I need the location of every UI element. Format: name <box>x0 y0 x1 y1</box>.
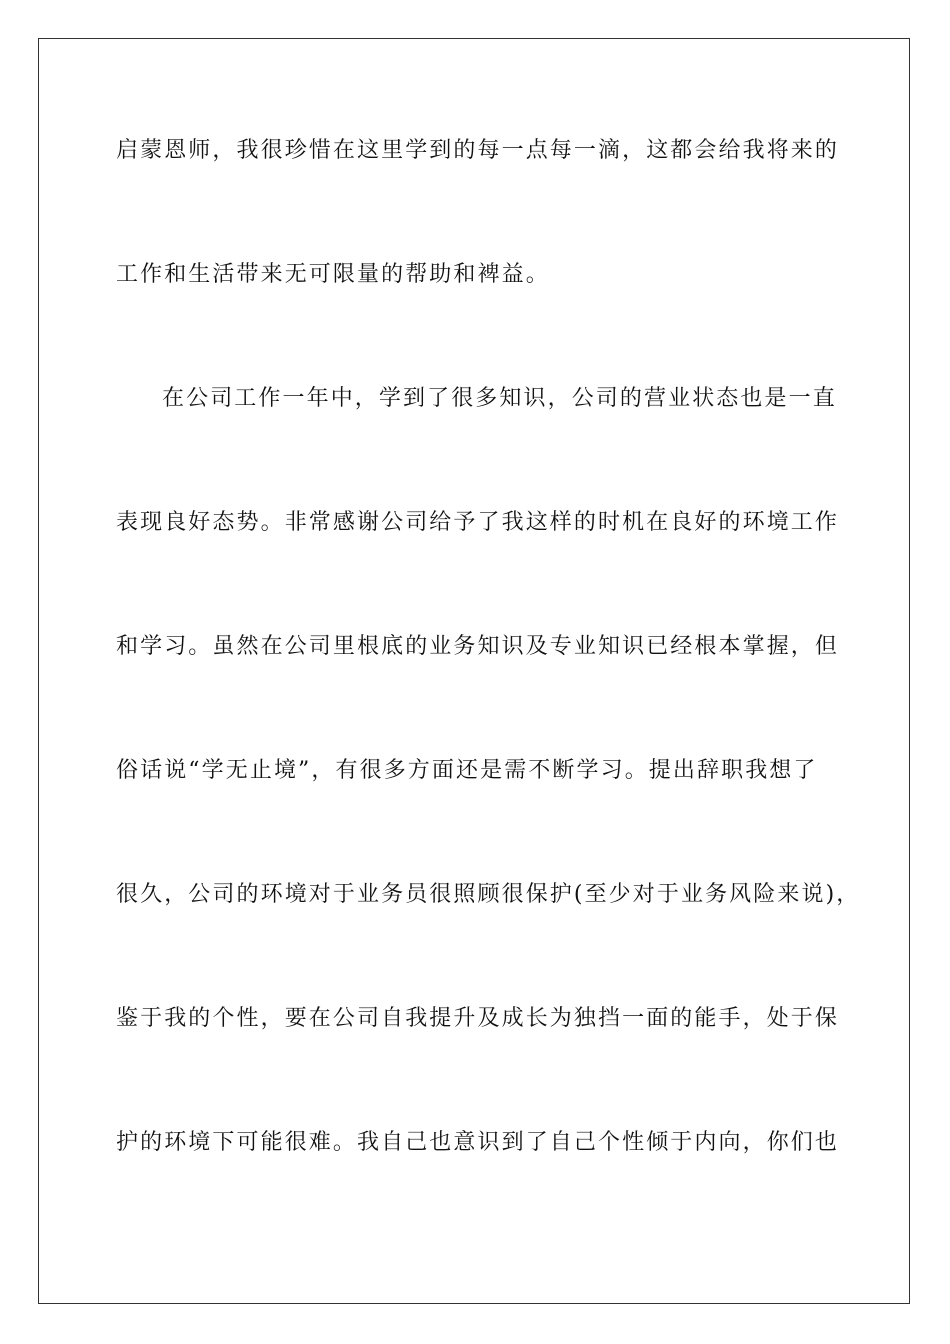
paragraph-line: 和学习。虽然在公司里根底的业务知识及专业知识已经根本掌握，但 <box>116 634 840 659</box>
paragraph-line: 很久，公司的环境对于业务员很照顾很保护(至少对于业务风险来说)， <box>116 882 861 907</box>
paragraph-line: 俗话说“学无止境”，有很多方面还是需不断学习。提出辞职我想了 <box>116 758 818 783</box>
paragraph-line: 在公司工作一年中，学到了很多知识，公司的营业状态也是一直 <box>162 386 837 411</box>
paragraph-line: 启蒙恩师，我很珍惜在这里学到的每一点每一滴，这都会给我将来的 <box>116 138 840 163</box>
page-border <box>38 38 910 1304</box>
paragraph-line: 表现良好态势。非常感谢公司给予了我这样的时机在良好的环境工作 <box>116 510 840 535</box>
paragraph-line: 鉴于我的个性，要在公司自我提升及成长为独挡一面的能手，处于保 <box>116 1006 840 1031</box>
paragraph-line: 工作和生活带来无可限量的帮助和裨益。 <box>116 262 550 287</box>
paragraph-line: 护的环境下可能很难。我自己也意识到了自己个性倾于内向，你们也 <box>116 1130 840 1155</box>
